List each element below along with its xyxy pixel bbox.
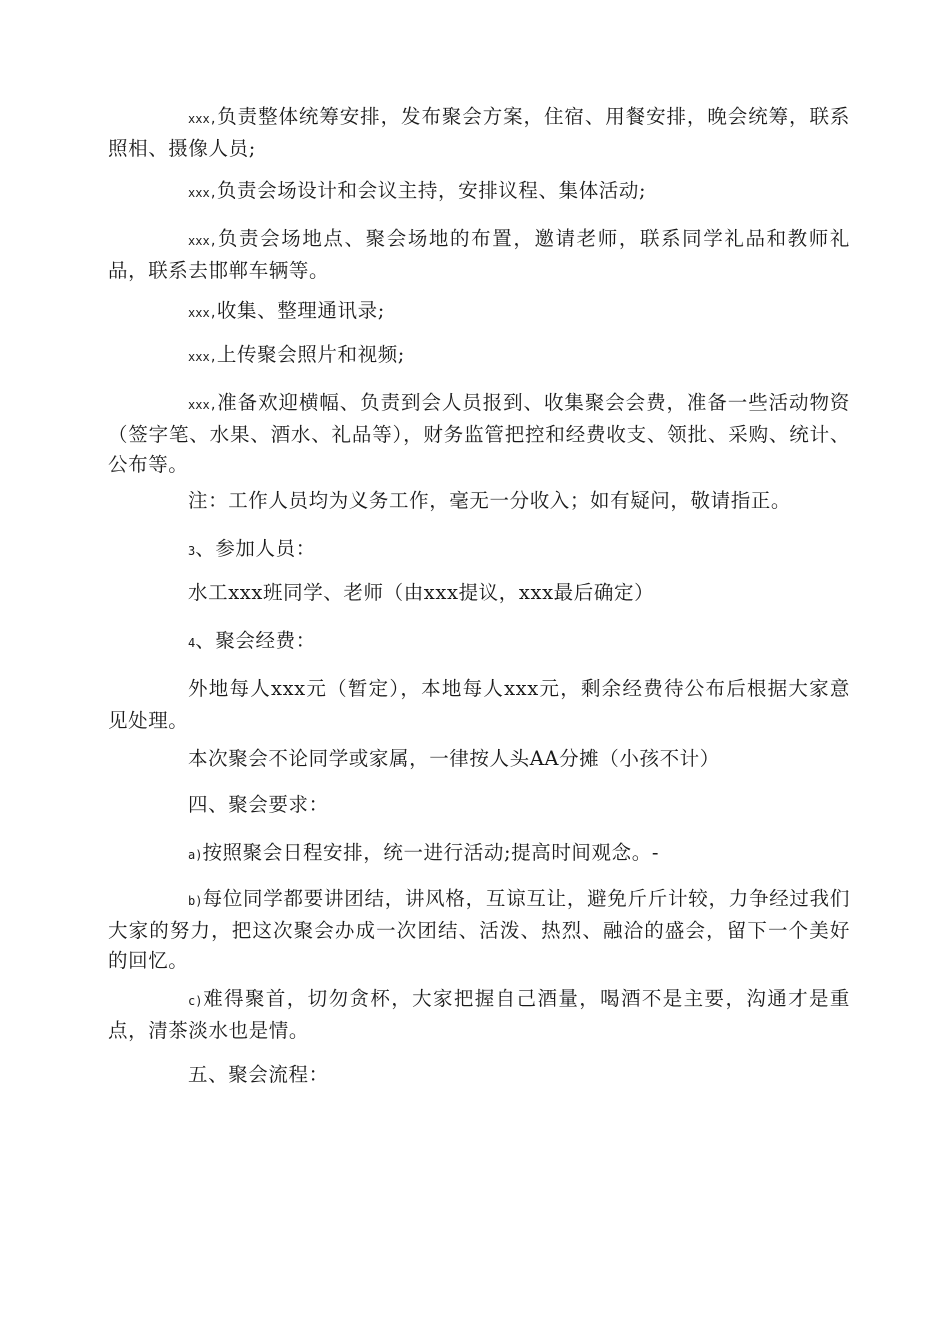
- paragraph-11: [108, 674, 850, 736]
- paragraph-15-prefix: b): [188, 894, 203, 908]
- paragraph-10-text: 、聚会经费：: [195, 629, 316, 652]
- paragraph-7: [108, 486, 850, 518]
- paragraph-9-text: 水工xxx班同学、老师（由xxx提议，xxx最后确定）: [188, 581, 655, 604]
- paragraph-4-prefix: xxx,: [188, 306, 217, 320]
- paragraph-11-text: 外地每人xxx元（暂定），本地每人xxx元，剩余经费待公布后根据大家意见处理。: [108, 677, 850, 732]
- paragraph-16: [108, 984, 850, 1046]
- paragraph-16-text: 难得聚首，切勿贪杯，大家把握自己酒量，喝酒不是主要，沟通才是重点，清茶淡水也是情。: [108, 987, 850, 1042]
- paragraph-5-prefix: xxx,: [188, 350, 217, 364]
- paragraph-15-text: 每位同学都要讲团结，讲风格，互谅互让，避免斤斤计较，力争经过我们大家的努力，把这次聚会办成一次团结、活泼、热烈、融洽的盛会，留下一个美好的回忆。: [108, 887, 850, 972]
- paragraph-2-prefix: xxx,: [188, 186, 217, 200]
- paragraph-6-prefix: xxx,: [188, 398, 217, 412]
- paragraph-12: [108, 744, 850, 776]
- paragraph-4: [108, 296, 850, 328]
- paragraph-6-text: 准备欢迎横幅、负责到会人员报到、收集聚会会费，准备一些活动物资（签字笔、水果、酒水、礼品等），财务监管把控和经费收支、领批、采购、统计、公布等。: [108, 391, 850, 476]
- paragraph-16-prefix: c): [188, 994, 203, 1008]
- paragraph-8-prefix: 3: [188, 544, 196, 558]
- paragraph-14-prefix: a): [188, 848, 203, 862]
- paragraph-1-prefix: xxx,: [188, 112, 217, 126]
- paragraph-3-text: 负责会场地点、聚会场地的布置，邀请老师，联系同学礼品和教师礼品，联系去邯郸车辆等。: [108, 227, 850, 282]
- paragraph-17: [108, 1060, 850, 1092]
- paragraph-13: [108, 790, 850, 822]
- paragraph-2: [108, 176, 850, 208]
- paragraph-5-text: 上传聚会照片和视频;: [216, 343, 405, 366]
- paragraph-8: [108, 534, 850, 566]
- paragraph-15: [108, 884, 850, 976]
- paragraph-9: [108, 578, 850, 610]
- paragraph-10-prefix: 4: [188, 636, 196, 650]
- paragraph-6: [108, 388, 850, 480]
- paragraph-8-text: 、参加人员：: [195, 537, 316, 560]
- paragraph-3-prefix: xxx,: [188, 234, 217, 248]
- paragraph-14-text: 按照聚会日程安排，统一进行活动;提高时间观念。-: [202, 841, 660, 864]
- paragraph-5: [108, 340, 850, 372]
- paragraph-14: [108, 838, 850, 870]
- paragraph-2-text: 负责会场设计和会议主持，安排议程、集体活动;: [216, 179, 647, 202]
- paragraph-10: [108, 626, 850, 658]
- paragraph-12-text: 本次聚会不论同学或家属，一律按人头AA分摊（小孩不计）: [188, 747, 720, 770]
- paragraph-1-text: 负责整体统筹安排，发布聚会方案，住宿、用餐安排，晚会统筹，联系照相、摄像人员;: [108, 105, 850, 160]
- paragraph-3: [108, 224, 850, 286]
- paragraph-7-text: 注：工作人员均为义务工作，毫无一分收入；如有疑问，敬请指正。: [188, 489, 792, 512]
- paragraph-1: [108, 102, 850, 164]
- paragraph-4-text: 收集、整理通讯录;: [216, 299, 385, 322]
- paragraph-13-text: 四、聚会要求：: [188, 793, 329, 816]
- paragraph-17-text: 五、聚会流程：: [188, 1063, 329, 1086]
